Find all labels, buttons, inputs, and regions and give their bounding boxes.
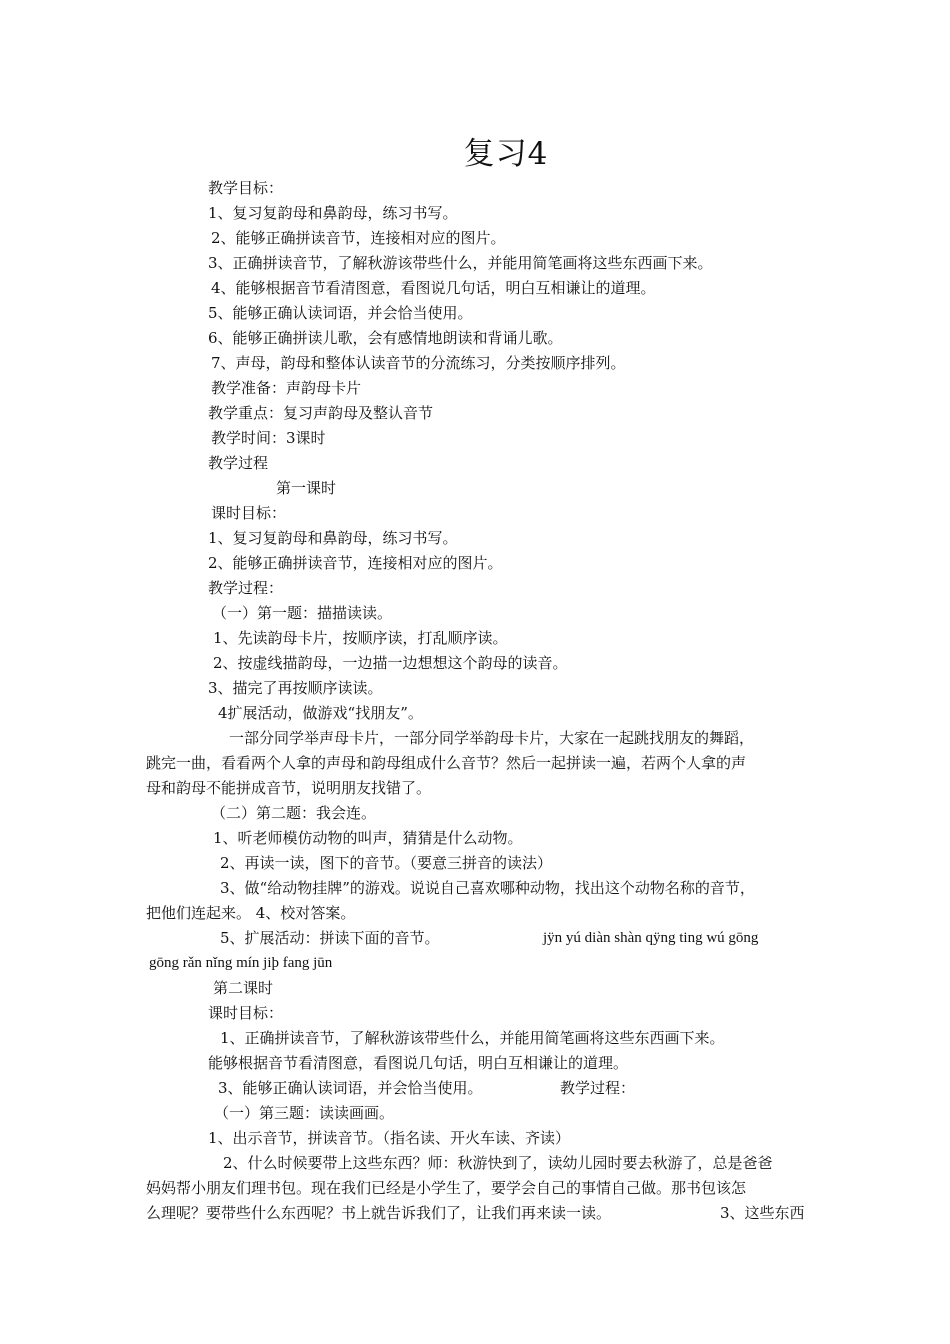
- text-line: 1、正确拼读音节，了解秋游该带些什么，并能用简笔画将这些东西画下来。: [220, 1029, 725, 1047]
- section-heading: 第一课时: [276, 479, 337, 497]
- text-line: 1、复习复韵母和鼻韵母，练习书写。: [208, 204, 458, 222]
- text-line: 1、出示音节，拼读音节。（指名读、开火车读、齐读）: [208, 1129, 571, 1147]
- text-line: 课时目标：: [211, 504, 287, 522]
- text-line: 2、能够正确拼读音节，连接相对应的图片。: [211, 229, 506, 247]
- text-line: 么理呢？要带些什么东西呢？书上就告诉我们了，让我们再来读一读。: [146, 1204, 612, 1222]
- text-line: （一）第三题：读读画画。: [214, 1104, 395, 1122]
- text-line: 妈妈帮小朋友们理书包。现在我们已经是小学生了，要学会自己的事情自己做。那书包该怎: [146, 1179, 747, 1197]
- text-line: 教学重点：复习声韵母及整认音节: [208, 404, 434, 422]
- text-line: 教学目标：: [208, 179, 284, 197]
- pinyin-line: jÿn yú diàn shàn qÿng ting wú gōng: [543, 930, 759, 946]
- text-line: 教学过程: [208, 454, 269, 472]
- text-line: 1、听老师模仿动物的叫声，猜猜是什么动物。: [213, 829, 523, 847]
- text-line: 4、能够根据音节看清图意，看图说几句话，明白互相谦让的道理。: [211, 279, 656, 297]
- text-line: 1、复习复韵母和鼻韵母，练习书写。: [208, 529, 458, 547]
- text-line: 一部分同学举声母卡片，一部分同学举韵母卡片，大家在一起跳找朋友的舞蹈，: [229, 729, 755, 747]
- text-line: 课时目标：: [208, 1004, 284, 1022]
- text-line: 3、这些东西: [720, 1204, 805, 1222]
- text-line: 2、能够正确拼读音节，连接相对应的图片。: [208, 554, 503, 572]
- text-line: 跳完一曲，看看两个人拿的声母和韵母组成什么音节？然后一起拼读一遍，若两个人拿的声: [146, 754, 747, 772]
- text-line: 教学时间：3课时: [211, 429, 326, 447]
- text-line: 3、能够正确认读词语，并会恰当使用。: [218, 1079, 483, 1097]
- text-line: 母和韵母不能拼成音节，说明朋友找错了。: [146, 779, 432, 797]
- text-line: （一）第一题：描描读读。: [212, 604, 393, 622]
- text-line: 6、能够正确拼读儿歌，会有感情地朗读和背诵儿歌。: [208, 329, 563, 347]
- text-line: 2、再读一读，图下的音节。（要意三拼音的读法）: [220, 854, 553, 872]
- text-line: 教学准备：声韵母卡片: [211, 379, 362, 397]
- text-line: 1、先读韵母卡片，按顺序读，打乱顺序读。: [213, 629, 508, 647]
- text-line: 2、按虚线描韵母，一边描一边想想这个韵母的读音。: [213, 654, 568, 672]
- text-line: 教学过程：: [208, 579, 284, 597]
- pinyin-line: gōng rǎn nǐng mín jiþ fang jūn: [149, 955, 333, 971]
- text-line: 3、描完了再按顺序读读。: [208, 679, 383, 697]
- text-line: 5、扩展活动：拼读下面的音节。: [220, 929, 440, 947]
- text-line: 7、声母，韵母和整体认读音节的分流练习，分类按顺序排列。: [211, 354, 626, 372]
- document-title: 复习4: [463, 136, 549, 172]
- text-line: 5、能够正确认读词语，并会恰当使用。: [208, 304, 473, 322]
- text-line: 能够根据音节看清图意，看图说几句话，明白互相谦让的道理。: [208, 1054, 629, 1072]
- text-line: 把他们连起来。 4、校对答案。: [146, 904, 356, 922]
- text-line: 2、什么时候要带上这些东西？师：秋游快到了，读幼儿园时要去秋游了，总是爸爸: [223, 1154, 773, 1172]
- text-line: 3、做“给动物挂牌”的游戏。说说自己喜欢哪种动物，找出这个动物名称的音节，: [220, 879, 755, 897]
- section-heading: 第二课时: [213, 979, 274, 997]
- text-line: 3、正确拼读音节，了解秋游该带些什么，并能用简笔画将这些东西画下来。: [208, 254, 713, 272]
- text-line: 教学过程：: [560, 1079, 636, 1097]
- text-line: 4扩展活动，做游戏“找朋友”。: [218, 704, 423, 722]
- text-line: （二）第二题：我会连。: [211, 804, 377, 822]
